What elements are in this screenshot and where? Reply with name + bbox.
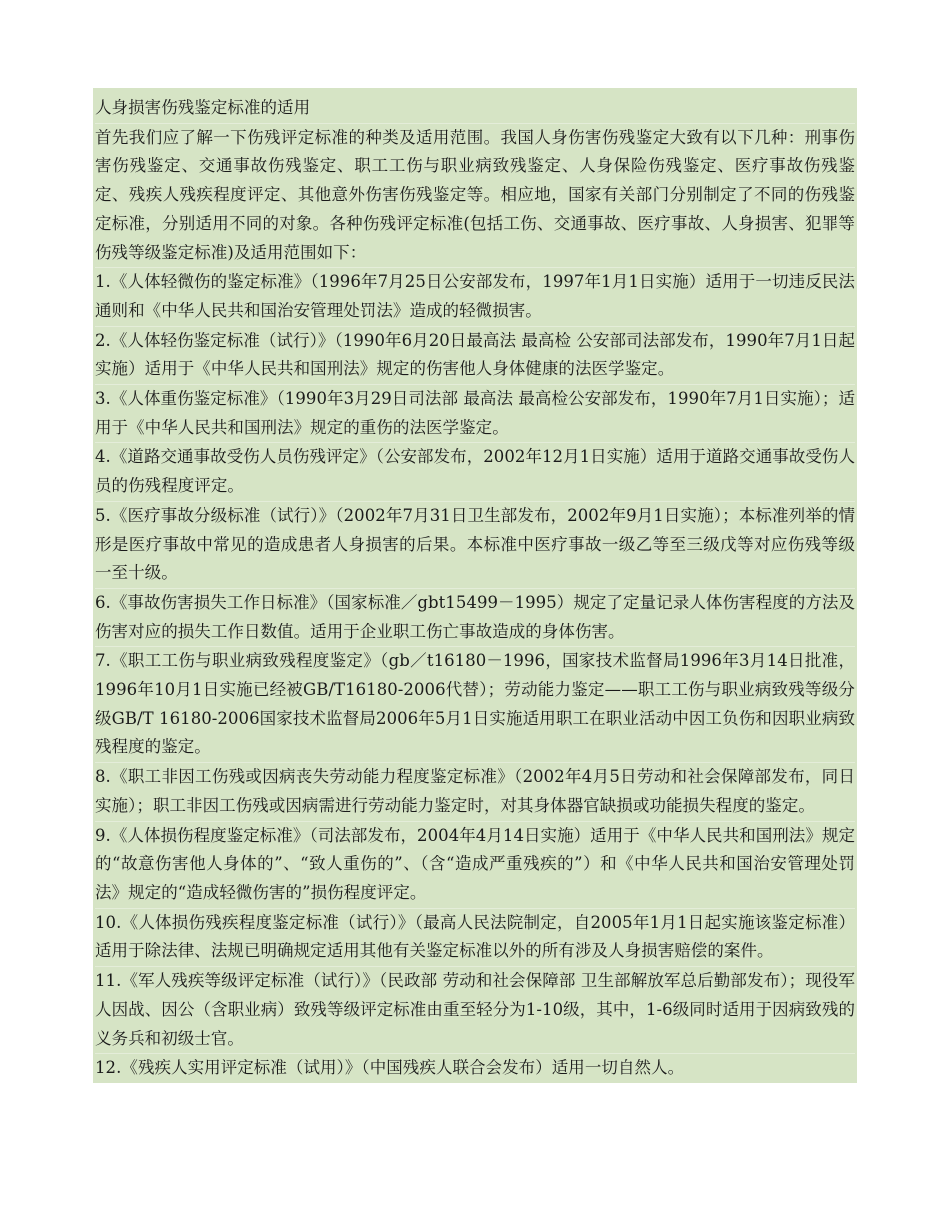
document-body: [93, 88, 857, 1083]
document-title: 人身损害伤残鉴定标准的适用: [95, 98, 311, 117]
list-item: 2.《人体轻伤鉴定标准（试行）》（1990年6月20日最高法 最高检 公安部司法部发布，1990年7月1日起实施）适用于《中华人民共和国刑法》规定的伤害他人身体健康的法医学鉴定。: [95, 326, 855, 384]
list-item: 4.《道路交通事故受伤人员伤残评定》（公安部发布，2002年12月1日实施）适用于道路交通事故受伤人员的伤残程度评定。: [95, 442, 855, 500]
list-item: 8.《职工非因工伤残或因病丧失劳动能力程度鉴定标准》（2002年4月5日劳动和社会保障部发布，同日实施）；职工非因工伤残或因病需进行劳动能力鉴定时，对其身体器官缺损或功能损失程度的鉴定。: [95, 762, 855, 820]
list-item: 9.《人体损伤程度鉴定标准》（司法部发布，2004年4月14日实施）适用于《中华人民共和国刑法》规定的“故意伤害他人身体的”、“致人重伤的”、（含“造成严重残疾的”）和《中华人民共和国治安管理处罚法》规定的“造成轻微伤害的”损伤程度评定。: [95, 821, 855, 908]
list-item: 10.《人体损伤残疾程度鉴定标准（试行）》（最高人民法院制定，自2005年1月1日起实施该鉴定标准）适用于除法律、法规已明确规定适用其他有关鉴定标准以外的所有涉及人身损害赔偿的案件。: [95, 908, 855, 966]
list-item: 12.《残疾人实用评定标准（试用）》（中国残疾人联合会发布）适用一切自然人。: [95, 1053, 855, 1083]
list-item: 3.《人体重伤鉴定标准》（1990年3月29日司法部 最高法 最高检公安部发布，1990年7月1日实施）；适用于《中华人民共和国刑法》规定的重伤的法医学鉴定。: [95, 384, 855, 442]
intro-paragraph: 首先我们应了解一下伤残评定标准的种类及适用范围。我国人身伤害伤残鉴定大致有以下几种：刑事伤害伤残鉴定、交通事故伤残鉴定、职工工伤与职业病致残鉴定、人身保险伤残鉴定、医疗事故伤残鉴定、残疾人残疾程度评定、其他意外伤害伤残鉴定等。相应地，国家有关部门分别制定了不同的伤残鉴定标准，分别适用不同的对象。各种伤残评定标准(包括工伤、交通事故、医疗事故、人身损害、犯罪等伤残等级鉴定标准)及适用范围如下：: [95, 123, 855, 268]
list-item: 6.《事故伤害损失工作日标准》（国家标准／gbt15499－1995）规定了定量记录人体伤害程度的方法及伤害对应的损失工作日数值。适用于企业职工伤亡事故造成的身体伤害。: [95, 588, 855, 646]
list-item: 1.《人体轻微伤的鉴定标准》（1996年7月25日公安部发布，1997年1月1日实施）适用于一切违反民法通则和《中华人民共和国治安管理处罚法》造成的轻微损害。: [95, 267, 855, 325]
list-item: 11.《军人残疾等级评定标准（试行）》（民政部 劳动和社会保障部 卫生部解放军总后勤部发布）；现役军人因战、因公（含职业病）致残等级评定标准由重至轻分为1-10级，其中，1-6级同时适用于因病致残的义务兵和初级士官。: [95, 966, 855, 1053]
list-item: 7.《职工工伤与职业病致残程度鉴定》（gb／t16180－1996，国家技术监督局1996年3月14日批准，1996年10月1日实施已经被GB/T16180-2006代替）；劳动能力鉴定——职工工伤与职业病致残等级分级GB/T 16180-2006国家技术监督局2006年5月1日实施适用职工在职业活动中因工负伤和因职业病致残程度的鉴定。: [95, 646, 855, 762]
list-item: 5.《医疗事故分级标准（试行）》（2002年7月31日卫生部发布，2002年9月1日实施）；本标准列举的情形是医疗事故中常见的造成患者人身损害的后果。本标准中医疗事故一级乙等至三级戊等对应伤残等级一至十级。: [95, 501, 855, 588]
